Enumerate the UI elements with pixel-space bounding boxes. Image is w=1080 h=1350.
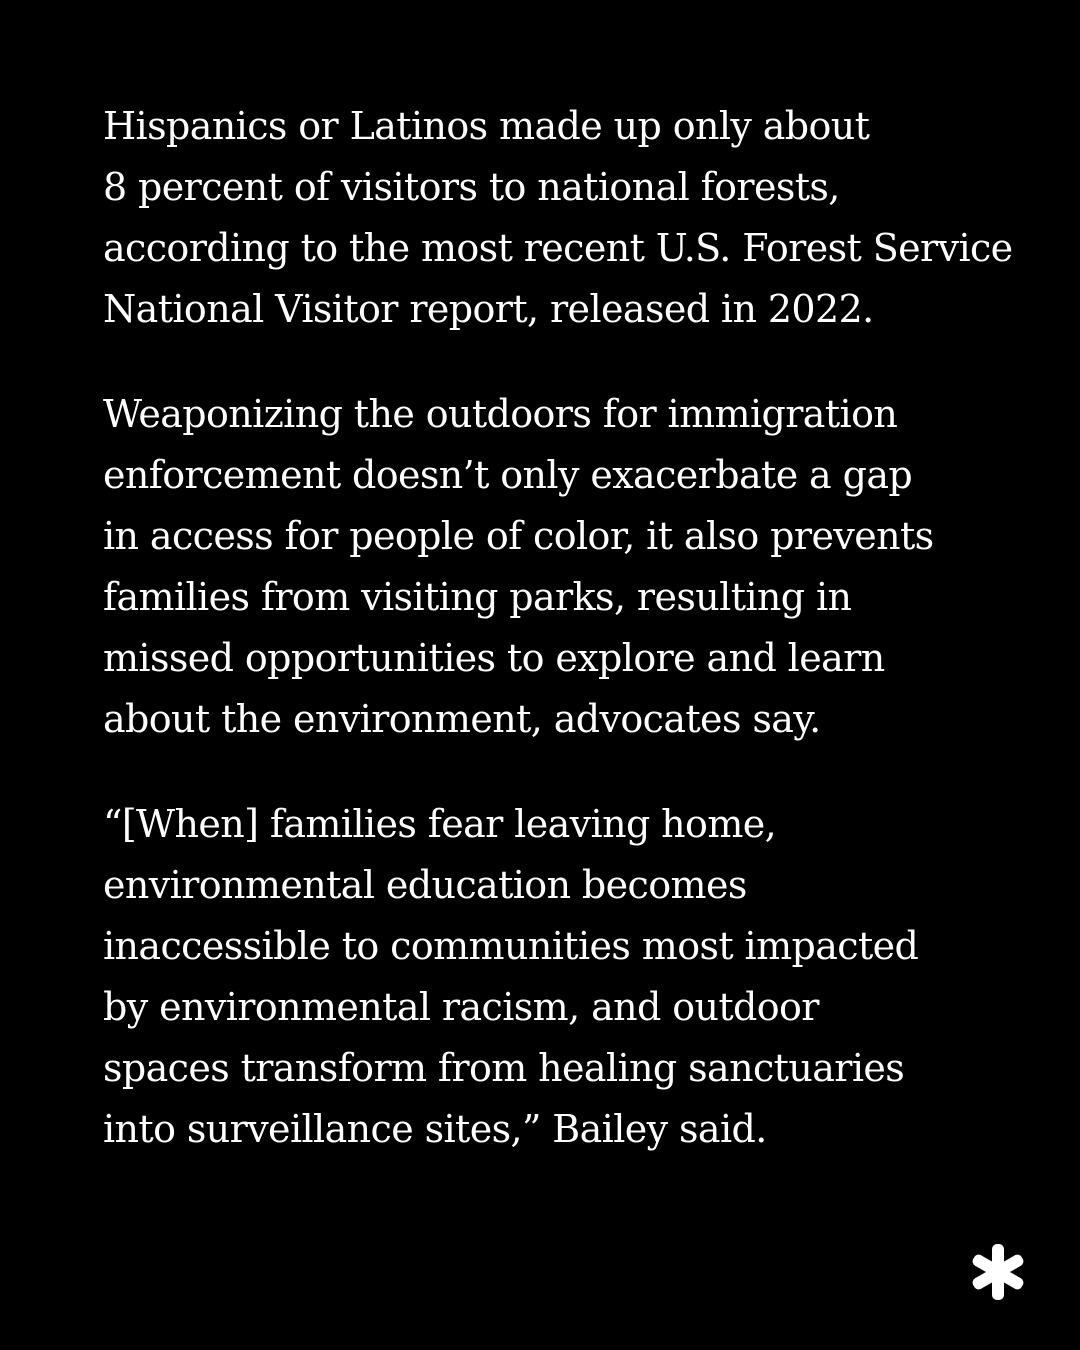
- text-line: Hispanics or Latinos made up only about: [103, 104, 870, 148]
- article-text: [103, 96, 1013, 1204]
- text-line: Weaponizing the outdoors for immigration: [103, 392, 898, 436]
- text-line: enforcement doesn’t only exacerbate a gap: [103, 453, 913, 497]
- paragraph-3: [103, 794, 1003, 1160]
- text-line: into surveillance sites,” Bailey said.: [103, 1107, 767, 1151]
- asterisk-logo-icon: [966, 1240, 1030, 1304]
- text-line: by environmental racism, and outdoor: [103, 985, 819, 1029]
- text-line: inaccessible to communities most impacted: [103, 924, 919, 968]
- text-line: “[When] families fear leaving home,: [103, 802, 777, 846]
- text-line: environmental education becomes: [103, 863, 747, 907]
- text-line: according to the most recent U.S. Forest Service: [103, 226, 1013, 270]
- paragraph-1: [103, 96, 1013, 340]
- text-line: National Visitor report, released in 2022.: [103, 287, 874, 331]
- text-line: in access for people of color, it also prevents: [103, 514, 934, 558]
- text-line: about the environment, advocates say.: [103, 697, 821, 741]
- text-line: 8 percent of visitors to national forests,: [103, 165, 840, 209]
- text-line: missed opportunities to explore and learn: [103, 636, 885, 680]
- paragraph-2: [103, 384, 1003, 750]
- text-line: families from visiting parks, resulting in: [103, 575, 852, 619]
- text-line: spaces transform from healing sanctuaries: [103, 1046, 905, 1090]
